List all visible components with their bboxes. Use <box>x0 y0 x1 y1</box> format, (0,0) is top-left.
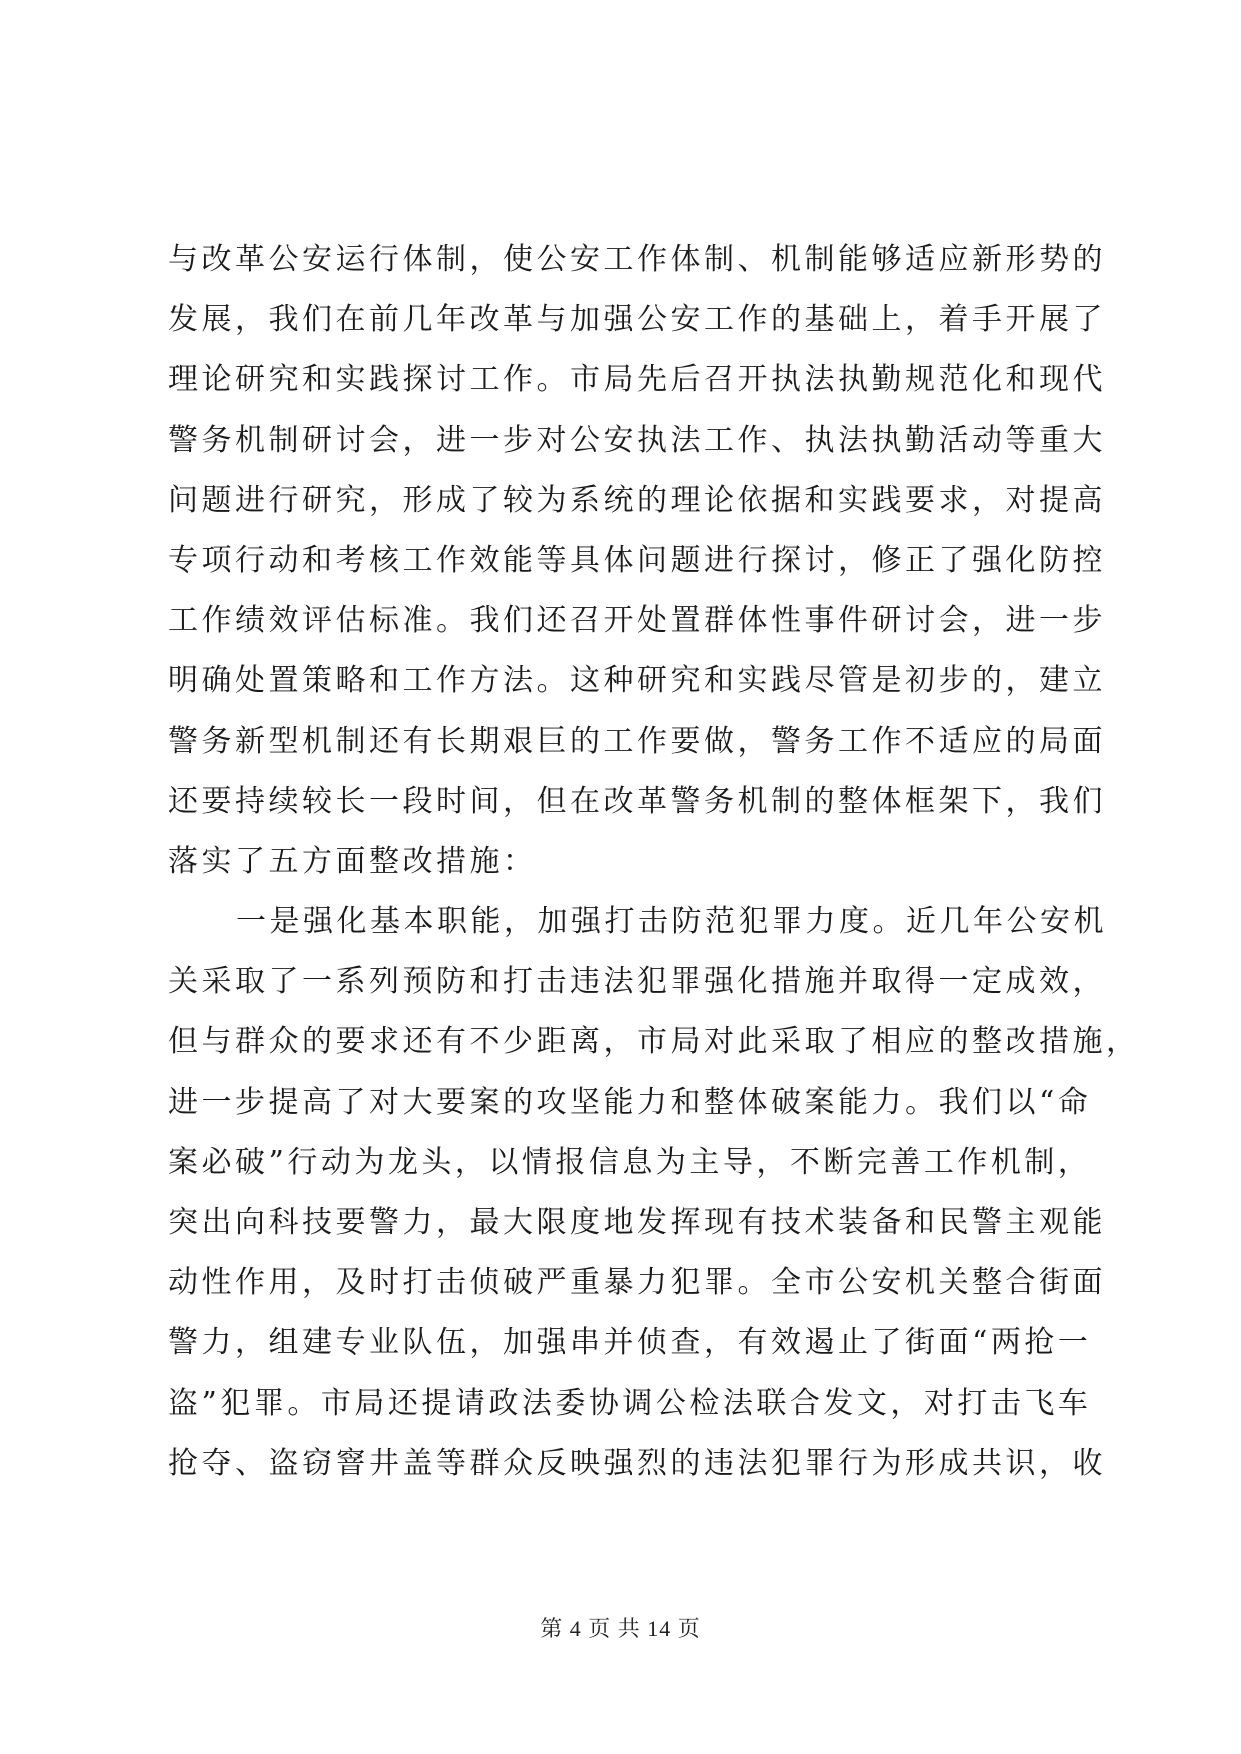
text-line: 进一步提高了对大要案的攻坚能力和整体破案能力。我们以“命 <box>168 1084 1092 1120</box>
text-line: 专项行动和考核工作效能等具体问题进行探讨，修正了强化防控 <box>168 542 1106 578</box>
body-text <box>168 230 1140 1494</box>
text-line: 理论研究和实践探讨工作。市局先后召开执法执勤规范化和现代 <box>168 362 1106 398</box>
text-line: 工作绩效评估标准。我们还召开处置群体性事件研讨会，进一步 <box>168 603 1106 639</box>
text-line: 但与群众的要求还有不少距离，市局对此采取了相应的整改措施， <box>168 1024 1140 1060</box>
text-line: 落实了五方面整改措施： <box>168 843 537 879</box>
page-number-footer: 第 4 页 共 14 页 <box>540 1616 701 1641</box>
text-line: 警务新型机制还有长期艰巨的工作要做，警务工作不适应的局面 <box>168 723 1106 759</box>
text-line: 关采取了一系列预防和打击违法犯罪强化措施并取得一定成效， <box>168 964 1106 1000</box>
text-line: 问题进行研究，形成了较为系统的理论依据和实践要求，对提高 <box>168 482 1106 518</box>
text-line: 发展，我们在前几年改革与加强公安工作的基础上，着手开展了 <box>168 302 1106 338</box>
text-line: 明确处置策略和工作方法。这种研究和实践尽管是初步的，建立 <box>168 663 1106 699</box>
text-line: 警力，组建专业队伍，加强串并侦查，有效遏止了街面“两抢一 <box>168 1325 1092 1361</box>
text-line: 动性作用，及时打击侦破严重暴力犯罪。全市公安机关整合街面 <box>168 1265 1106 1301</box>
text-line: 盗”犯罪。市局还提请政法委协调公检法联合发文，对打击飞车 <box>168 1385 1092 1421</box>
text-line: 案必破”行动为龙头，以情报信息为主导，不断完善工作机制， <box>168 1144 1092 1180</box>
text-line: 还要持续较长一段时间，但在改革警务机制的整体框架下，我们 <box>168 783 1106 819</box>
text-line: 突出向科技要警力，最大限度地发挥现有技术装备和民警主观能 <box>168 1205 1106 1240</box>
text-line: 警务机制研讨会，进一步对公安执法工作、执法执勤活动等重大 <box>168 422 1106 458</box>
paragraph-first-line: 一是强化基本职能，加强打击防范犯罪力度。近几年公安机 <box>236 904 1107 940</box>
text-line: 与改革公安运行体制，使公安工作体制、机制能够适应新形势的 <box>168 242 1106 277</box>
text-line: 抢夺、盗窃窨井盖等群众反映强烈的违法犯罪行为形成共识，收 <box>168 1445 1106 1481</box>
